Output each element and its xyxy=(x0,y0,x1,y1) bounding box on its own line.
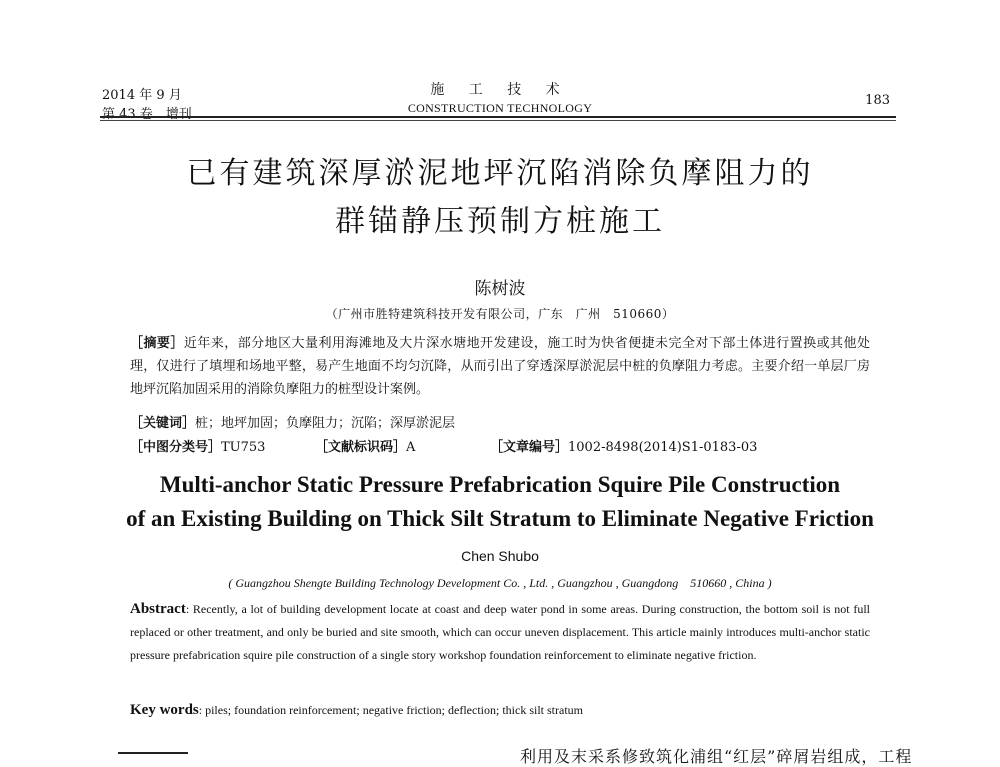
keywords-zh xyxy=(130,412,455,431)
abstract-en: Abstract: Recently, a lot of building development locate at coast and deep water pond in some areas. During construction, the bottom soil is not full replaced or other treatment, and only be buried and site smooth, which can occur uneven displacement. This article mainly introduces multi-anchor static pressure prefabrication squire pile construction of a single story workshop foundation reinforcement to eliminate negative friction. xyxy=(130,601,871,662)
article-title-zh xyxy=(60,150,940,246)
clc-label: ［中图分类号］ xyxy=(130,440,222,455)
header-rule xyxy=(100,116,896,118)
article-title-en xyxy=(40,468,960,536)
classification-row xyxy=(130,436,870,455)
title-zh-line2: 群锚静压预制方桩施工 xyxy=(335,204,665,239)
header-rule-thin xyxy=(100,120,896,121)
doc-code-label: ［文献标识码］ xyxy=(315,440,407,455)
affiliation-en: ( Guangzhou Shengte Building Technology Development Co. , Ltd. , Guangzhou , Guangdong 510660 , China ) xyxy=(228,576,772,590)
header-issue-info xyxy=(102,86,192,124)
issue-volume: 第 43 卷 增刊 xyxy=(102,107,192,122)
issue-date: 2014 年 9 月 xyxy=(102,88,182,103)
next-column-fragment: 利用及末采系修致筑化浦组“红层”碎屑岩组成，工程 xyxy=(520,747,913,766)
author-zh: 陈树波 xyxy=(474,279,526,299)
keywords-en-text: piles; foundation reinforcement; negative friction; deflection; thick silt stratum xyxy=(205,703,583,717)
author-en: Chen Shubo xyxy=(461,548,539,564)
footnote-rule xyxy=(118,752,188,754)
abstract-en-label: Abstract xyxy=(130,601,186,617)
article-number xyxy=(490,436,757,455)
keywords-zh-label: ［关键词］ xyxy=(130,416,196,431)
abstract-zh-text: 近年来，部分地区大量利用海滩地及大片深水塘地开发建设，施工时为快省便捷未完全对下部土体进行置换或其他处理，仅进行了填埋和场地平整，易产生地面不均匀沉降，从而引出了穿透深厚淤泥层中桩的负摩阻力考虑。主要介绍一单层厂房地坪沉陷加固采用的消除负摩阻力的桩型设计案例。 xyxy=(130,336,870,397)
page-number: 183 xyxy=(865,93,890,108)
title-en-line2: of an Existing Building on Thick Silt Stratum to Eliminate Negative Friction xyxy=(126,506,874,531)
journal-name-zh: 施 工 技 术 xyxy=(430,82,570,98)
abstract-zh-label: ［摘要］ xyxy=(130,336,184,351)
keywords-zh-text: 桩；地坪加固；负摩阻力；沉陷；深厚淤泥层 xyxy=(195,416,456,431)
abstract-en-text: Recently, a lot of building development locate at coast and deep water pond in some areas. During construction, the bottom soil is not full replaced or other treatment, and only be buried and site smooth, which can occur uneven displacement. This article mainly introduces multi-anchor static pressure prefabrication squire pile construction of a single story workshop foundation reinforcement to eliminate negative friction. xyxy=(130,602,871,662)
clc-value: TU753 xyxy=(221,440,266,455)
article-number-label: ［文章编号］ xyxy=(490,440,569,455)
title-zh-line1: 已有建筑深厚淤泥地坪沉陷消除负摩阻力的 xyxy=(186,156,814,191)
journal-masthead xyxy=(380,80,620,116)
clc-number xyxy=(130,436,315,455)
keywords-en: Key words: piles; foundation reinforcement; negative friction; deflection; thick silt stratum xyxy=(130,702,583,718)
keywords-en-label: Key words xyxy=(130,702,199,718)
title-en-line1: Multi-anchor Static Pressure Prefabrication Squire Pile Construction xyxy=(159,472,841,497)
doc-code xyxy=(315,436,490,455)
article-number-value: 1002-8498(2014)S1-0183-03 xyxy=(568,440,758,455)
doc-code-value: A xyxy=(406,440,416,455)
affiliation-zh: （广州市胜特建筑科技开发有限公司，广东 广州 510660） xyxy=(325,307,675,321)
journal-name-en: CONSTRUCTION TECHNOLOGY xyxy=(407,101,593,115)
abstract-zh xyxy=(130,332,870,401)
